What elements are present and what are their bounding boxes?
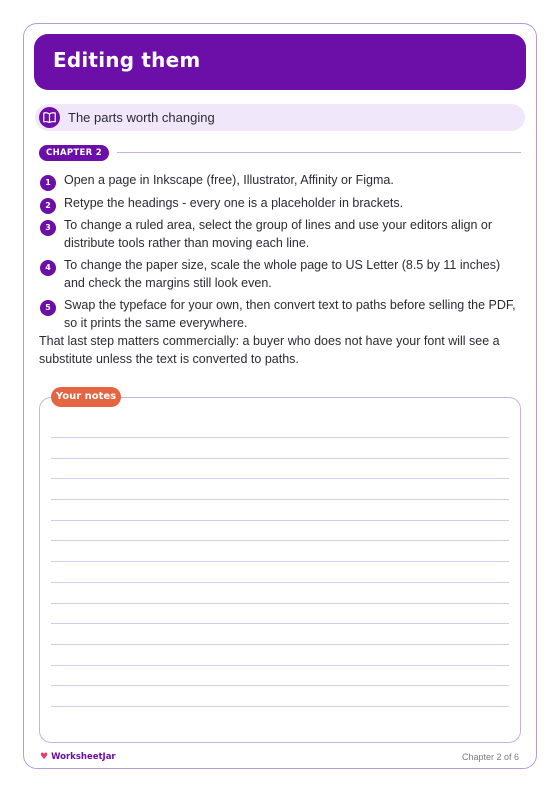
step-text: Swap the typeface for your own, then convert text to paths before selling the PDF, so it prints the same everywhere.: [64, 298, 516, 330]
page-title: Editing them: [53, 48, 201, 72]
ruled-lines: [51, 437, 509, 727]
ruled-line: [51, 540, 509, 561]
ruled-line: [51, 478, 509, 499]
step-number: 3: [40, 220, 56, 236]
step-text: Retype the headings - every one is a placeholder in brackets.: [64, 195, 404, 210]
step-text: Open a page in Inkscape (free), Illustrator, Affinity or Figma.: [64, 173, 394, 187]
ruled-line: [51, 458, 509, 479]
step-item: [39, 217, 521, 252]
explanation-paragraph: That last step matters commercially: a buyer who does not have your font will see a substitute unless the text is converted to paths.: [39, 334, 500, 366]
title-banner: [34, 34, 526, 90]
ruled-line: [51, 665, 509, 686]
ruled-line: [51, 520, 509, 541]
step-text: To change the paper size, scale the whole page to US Letter (8.5 by 11 inches) and check the margins still look even.: [64, 258, 501, 290]
chapter-row: [39, 145, 521, 161]
ruled-line: [51, 582, 509, 603]
ruled-line: [51, 706, 509, 727]
step-item: [39, 257, 521, 292]
step-item: [39, 195, 521, 213]
ruled-line: [51, 561, 509, 582]
book-icon: [39, 107, 60, 128]
step-number: 2: [40, 198, 56, 214]
step-item: [39, 297, 521, 332]
ruled-line: [51, 623, 509, 644]
notes-label: Your notes: [51, 387, 121, 407]
ruled-line: [51, 685, 509, 706]
heart-icon: ♥: [40, 752, 49, 762]
chapter-badge: CHAPTER 2: [39, 145, 109, 161]
step-number: 4: [40, 260, 56, 276]
page-indicator: Chapter 2 of 6: [461, 752, 519, 762]
step-item: [39, 172, 521, 190]
section-label: The parts worth changing: [68, 110, 215, 125]
step-number: 5: [40, 300, 56, 316]
brand-name: WorksheetJar: [51, 752, 116, 762]
steps-list: [39, 172, 521, 337]
step-text: To change a ruled area, select the group of lines and use your editors align or distribute tools rather than moving each line.: [64, 218, 493, 250]
ruled-line: [51, 603, 509, 624]
ruled-line: [51, 437, 509, 458]
footer-brand: [40, 751, 116, 763]
ruled-line: [51, 644, 509, 665]
chapter-divider: [117, 152, 521, 153]
step-number: 1: [40, 175, 56, 191]
ruled-line: [51, 499, 509, 520]
section-header: [35, 104, 525, 131]
